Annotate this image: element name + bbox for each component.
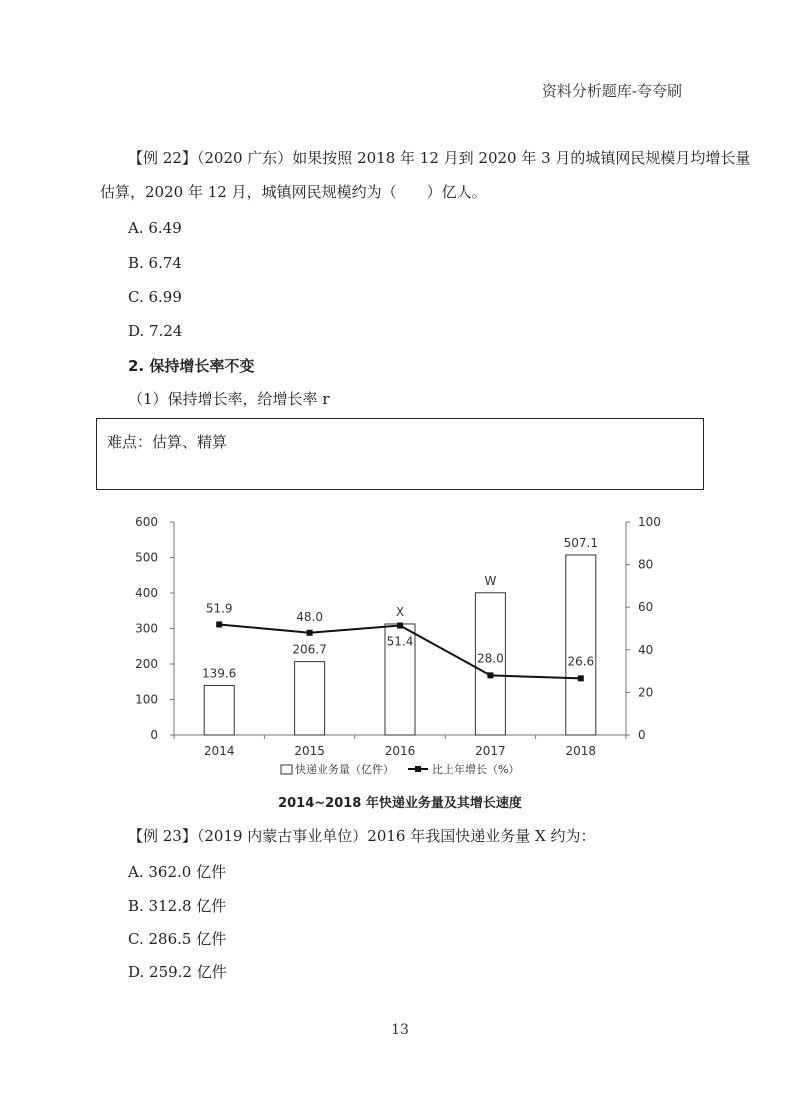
example-22-question-line1 (128, 148, 750, 168)
section-subheading: （1）保持增长率，给增长率 r (128, 390, 330, 408)
left-tick-label: 200 (135, 657, 158, 671)
legend-bar-label: 快递业务量（亿件） (295, 763, 394, 776)
section-heading: 2. 保持增长率不变 (128, 357, 255, 375)
growth-point (578, 675, 584, 681)
left-tick-label: 0 (150, 728, 158, 742)
bar-label: W (484, 573, 497, 588)
example-23-option-d: D. 259.2 亿件 (128, 963, 227, 981)
bar-label: 206.7 (292, 642, 327, 657)
x-tick-label: 2017 (475, 744, 506, 758)
note-box-text: 难点：估算、精算 (107, 433, 228, 451)
chart-title: 2014~2018 年快递业务量及其增长速度 (278, 796, 522, 811)
page-number: 13 (391, 1022, 409, 1038)
growth-label: 51.9 (205, 601, 233, 616)
example-23-option-b: B. 312.8 亿件 (128, 897, 227, 915)
legend-bar-swatch (281, 765, 292, 774)
growth-point (487, 672, 493, 678)
example-23-label: 【例 23】 (128, 827, 197, 845)
bar (295, 662, 325, 735)
example-22-question-line2: 估算，2020 年 12 月，城镇网民规模约为（ ）亿人。 (100, 183, 487, 201)
example-22-text-1: （2020 广东）如果按照 2018 年 12 月到 2020 年 3 月的城镇网民规模月均增长量 (196, 149, 751, 167)
right-tick-label: 0 (638, 728, 646, 742)
note-box (96, 418, 704, 490)
example-22-label: 【例 22】 (128, 149, 197, 167)
right-tick-label: 100 (638, 515, 661, 529)
x-tick-label: 2016 (384, 744, 416, 758)
example-22-option-a: A. 6.49 (128, 219, 182, 237)
left-tick-label: 400 (135, 586, 158, 600)
example-23-text: （2019 内蒙古事业单位）2016 年我国快递业务量 X 约为： (196, 827, 596, 845)
example-22-option-b: B. 6.74 (128, 254, 182, 272)
left-tick-label: 100 (135, 692, 158, 707)
growth-label: 48.0 (296, 609, 323, 624)
express-volume-chart (96, 505, 704, 805)
growth-point (307, 630, 313, 636)
bar-label: 139.6 (202, 666, 237, 681)
growth-point (216, 621, 222, 627)
x-tick-label: 2014 (203, 744, 235, 758)
right-tick-label: 60 (638, 600, 654, 615)
growth-label: 28.0 (477, 651, 504, 666)
example-23-option-c: C. 286.5 亿件 (128, 930, 227, 948)
growth-label: 51.4 (386, 634, 414, 649)
example-23-option-a: A. 362.0 亿件 (128, 863, 227, 881)
example-23-question (128, 826, 595, 846)
legend-line-marker (415, 766, 421, 772)
growth-point (397, 623, 403, 629)
bar-label: 507.1 (563, 535, 598, 550)
right-tick-label: 20 (638, 685, 654, 700)
right-tick-label: 40 (638, 642, 654, 657)
right-tick-label: 80 (638, 557, 654, 572)
growth-label: 26.6 (567, 654, 595, 669)
left-tick-label: 300 (135, 621, 158, 636)
page-header: 资料分析题库-夸夸刷 (541, 82, 682, 100)
example-22-option-d: D. 7.24 (128, 322, 183, 340)
bar (204, 685, 234, 735)
x-tick-label: 2018 (565, 744, 597, 758)
bar-label: X (395, 604, 405, 619)
example-22-option-c: C. 6.99 (128, 288, 182, 306)
left-tick-label: 600 (135, 515, 158, 529)
left-tick-label: 500 (135, 550, 158, 565)
legend-line-label: 比上年增长（%） (432, 763, 520, 776)
x-tick-label: 2015 (294, 744, 325, 758)
bar (566, 555, 596, 735)
